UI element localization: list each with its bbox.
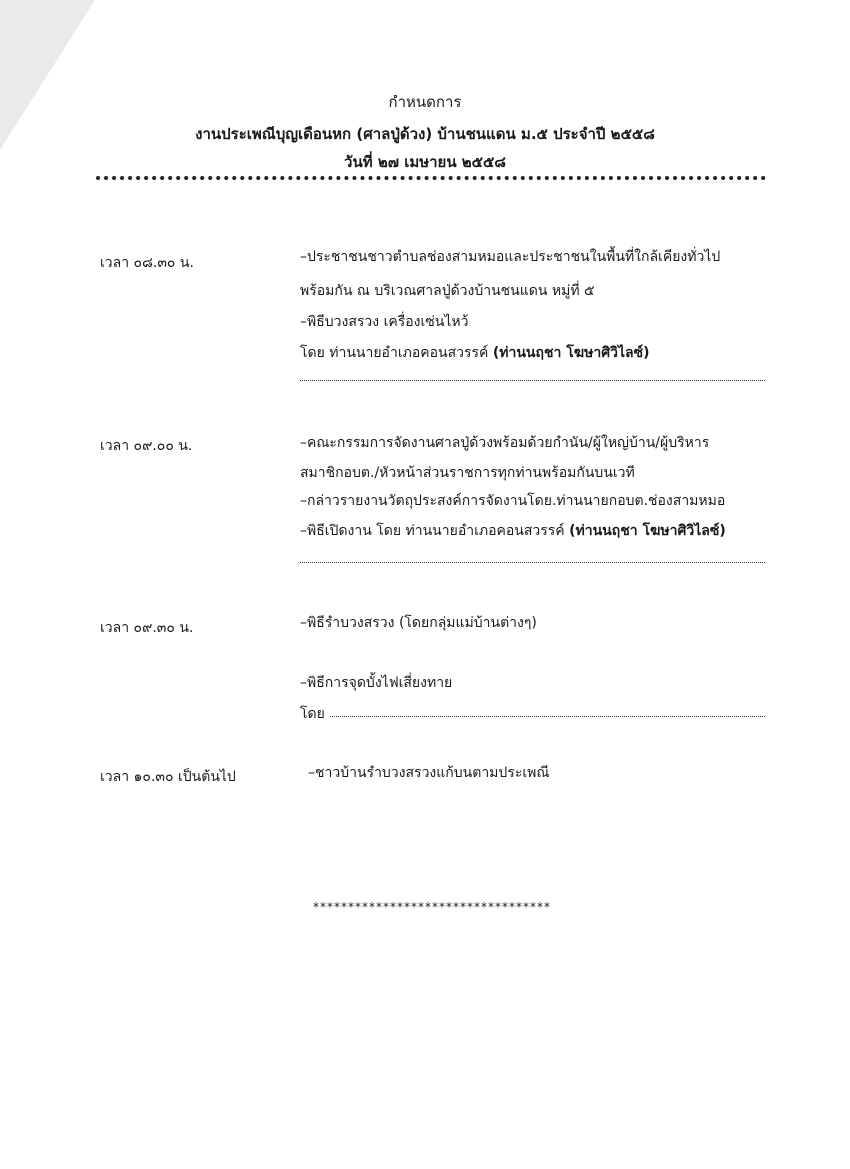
schedule-4-line-1: –ชาวบ้านรำบวงสรวงแก้บนตามประเพณี: [308, 765, 550, 781]
document-title: กำหนดการ: [388, 93, 462, 111]
schedule-3-by-label: โดย: [300, 706, 325, 722]
schedule-2-line-2: สมาชิกอบต./หัวหน้าส่วนราชการทุกท่านพร้อมกันบนเวที: [300, 465, 635, 481]
schedule-3-line-1: –พิธีรำบวงสรวง (โดยกลุ่มแม่บ้านต่างๆ): [300, 615, 537, 631]
schedule-2-line-3: –กล่าวรายงานวัตถุประสงค์การจัดงานโดย.ท่านนายกอบต.ช่องสามหมอ: [300, 493, 726, 509]
schedule-3-fill-line: [330, 716, 765, 717]
schedule-1-line-2: พร้อมกัน ณ บริเวณศาลปู่ด้วงบ้านชนแดน หมู่ที่ ๕: [300, 283, 595, 299]
event-title: งานประเพณีบุญเดือนหก (ศาลปู่ด้วง) บ้านชนแดน ม.๕ ประจำปี ๒๕๕๘: [195, 125, 655, 143]
schedule-1-line-3: –พิธีบวงสรวง เครื่องเซ่นไหว้: [300, 314, 469, 330]
schedule-time-1: เวลา ๐๘.๓๐ น.: [100, 255, 194, 271]
header-dotted-rule: [96, 176, 766, 180]
footer-star-divider: **********************************: [313, 900, 551, 914]
schedule-time-4: เวลา ๑๐.๓๐ เป็นต้นไป: [100, 769, 236, 785]
schedule-2-line-4: –พิธีเปิดงาน โดย ท่านนายอำเภอคอนสวรรค์ (ท่านนฤชา โฆษาศิวิไลซ์): [300, 523, 726, 539]
schedule-1-line-4: โดย ท่านนายอำเภอคอนสวรรค์ (ท่านนฤชา โฆษาศิวิไลซ์): [300, 345, 650, 361]
schedule-1-fill-line: [300, 380, 765, 381]
schedule-3-line-2: –พิธีการจุดบั้งไฟเสี่ยงทาย: [300, 675, 453, 691]
schedule-1-official: (ท่านนฤชา โฆษาศิวิไลซ์): [492, 345, 650, 361]
schedule-2-official: (ท่านนฤชา โฆษาศิวิไลซ์): [569, 523, 726, 539]
schedule-2-line-1: –คณะกรรมการจัดงานศาลปู่ด้วงพร้อมด้วยกำนัน/ผู้ใหญ่บ้าน/ผู้บริหาร: [300, 435, 710, 451]
schedule-1-line-1: –ประชาชนชาวตำบลช่องสามหมอและประชาชนในพื้นที่ใกล้เคียงทั่วไป: [300, 249, 721, 265]
schedule-time-3: เวลา ๐๙.๓๐ น.: [100, 620, 194, 636]
event-date: วันที่ ๒๗ เมษายน ๒๕๕๘: [344, 153, 506, 171]
schedule-2-fill-line: [300, 562, 765, 563]
schedule-time-2: เวลา ๐๙.๐๐ น.: [100, 438, 193, 454]
